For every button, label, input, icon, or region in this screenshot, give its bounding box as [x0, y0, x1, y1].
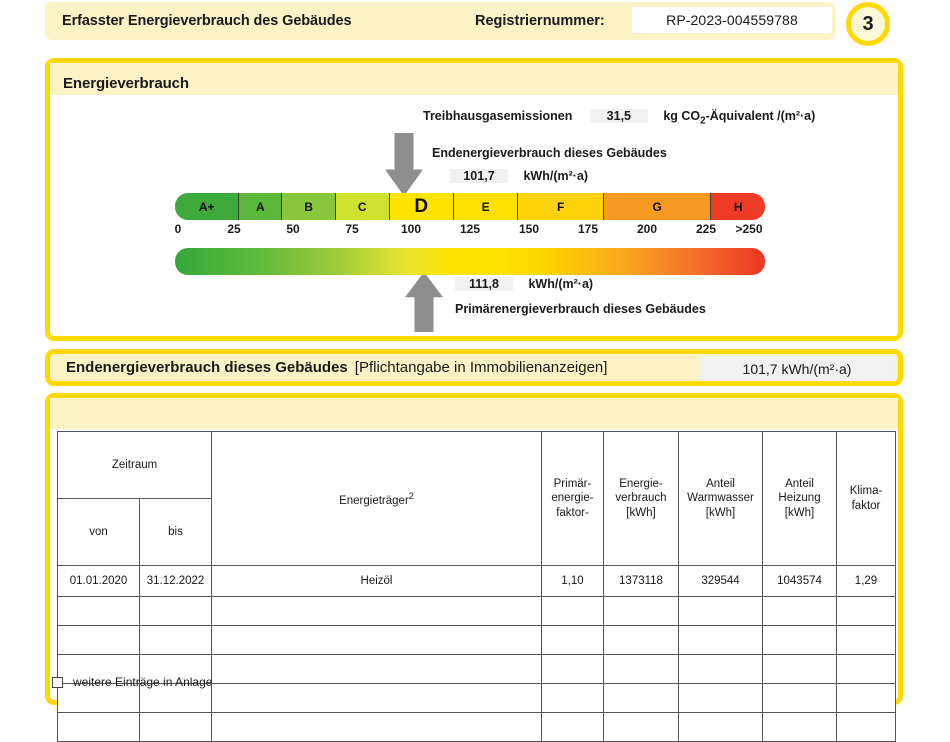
cell-energieverbrauch-empty	[604, 597, 679, 626]
primary-energy-label: Primärenergieverbrauch dieses Gebäudes	[455, 302, 706, 316]
page-number-value: 3	[862, 13, 874, 35]
primary-energy-value-row	[455, 277, 593, 291]
cell-bis-empty	[140, 597, 212, 626]
cell-anteil-heizung: 1043574	[763, 566, 837, 597]
th-anteil-warmwasser: Anteil Warmwasser [kWh]	[679, 432, 763, 566]
cell-anteil-warmwasser-empty	[679, 684, 763, 713]
energy-class-g: G	[604, 193, 711, 220]
cell-von-empty	[58, 626, 140, 655]
cell-klimafaktor-empty	[837, 597, 896, 626]
table-row[interactable]	[58, 566, 896, 597]
scale-tick-2: 50	[286, 222, 300, 236]
document-header-bar	[45, 2, 835, 40]
registration-number-value: RP-2023-004559788	[666, 12, 798, 28]
th-von: von	[58, 499, 140, 566]
cell-energietraeger-empty	[212, 597, 542, 626]
table-panel-header-tint	[50, 398, 898, 429]
th-energietraeger: Energieträger$^2$	[212, 432, 542, 566]
cell-klimafaktor-empty	[837, 713, 896, 742]
energy-class-c: C	[336, 193, 390, 220]
page-title: Erfasster Energieverbrauch des Gebäudes	[62, 13, 352, 29]
cell-energieverbrauch-empty	[604, 684, 679, 713]
energy-class-h: H	[711, 193, 765, 220]
cell-klimafaktor: 1,29	[837, 566, 896, 597]
cell-bis: 31.12.2022	[140, 566, 212, 597]
energy-class-a: A	[239, 193, 282, 220]
energy-class-f: F	[518, 193, 604, 220]
th-zeitraum: Zeitraum	[58, 432, 212, 499]
cell-anteil-warmwasser-empty	[679, 655, 763, 684]
cell-anteil-heizung-empty	[763, 713, 837, 742]
scale-tick-0: 0	[174, 222, 182, 236]
scale-tick-4: 100	[400, 222, 422, 236]
table-row-empty[interactable]	[58, 626, 896, 655]
cell-bis-empty	[140, 713, 212, 742]
table-row-empty[interactable]	[58, 713, 896, 742]
scale-tick-10: >250	[735, 222, 763, 236]
energy-consumption-heading: Energieverbrauch	[63, 75, 189, 92]
cell-energietraeger-empty	[212, 655, 542, 684]
page-number-badge	[846, 2, 890, 46]
cell-anteil-warmwasser-empty	[679, 597, 763, 626]
cell-energietraeger-empty	[212, 626, 542, 655]
cell-energieverbrauch-empty	[604, 655, 679, 684]
cell-anteil-warmwasser-empty	[679, 713, 763, 742]
th-primaerenergiefaktor: Primär- energie- faktor-	[542, 432, 604, 566]
disclosure-normal-text: [Pflichtangabe in Immobilienanzeigen]	[354, 359, 608, 376]
cell-anteil-heizung-empty	[763, 684, 837, 713]
energy-scale-tick-labels	[175, 222, 765, 238]
cell-primaerenergiefaktor-empty	[542, 684, 604, 713]
cell-anteil-warmwasser: 329544	[679, 566, 763, 597]
greenhouse-emissions-row	[423, 109, 815, 127]
cell-primaerenergiefaktor-empty	[542, 626, 604, 655]
scale-tick-9: 225	[695, 222, 717, 236]
cell-anteil-heizung-empty	[763, 597, 837, 626]
energy-class-b: B	[282, 193, 336, 220]
primary-energy-unit: kWh/(m²·a)	[528, 277, 594, 291]
scale-tick-8: 200	[636, 222, 658, 236]
greenhouse-emissions-value: 31,5	[590, 109, 648, 123]
table-head	[58, 432, 896, 566]
cell-primaerenergiefaktor-empty	[542, 655, 604, 684]
consumption-record-panel	[45, 393, 903, 705]
energy-class-scale	[175, 193, 765, 220]
final-energy-value-row	[450, 169, 588, 183]
cell-anteil-heizung-empty	[763, 655, 837, 684]
th-energieverbrauch: Energie- verbrauch [kWh]	[604, 432, 679, 566]
further-entries-label: weitere Einträge in Anlage	[73, 675, 213, 689]
th-anteil-heizung: Anteil Heizung [kWh]	[763, 432, 837, 566]
cell-klimafaktor-empty	[837, 655, 896, 684]
disclosure-value-field	[699, 356, 895, 381]
cell-klimafaktor-empty	[837, 626, 896, 655]
greenhouse-emissions-label: Treibhausgasemissionen	[423, 109, 573, 123]
cell-energietraeger-empty	[212, 713, 542, 742]
disclosure-strong-text: Endenergieverbrauch dieses Gebäudes	[66, 359, 348, 376]
energy-class-aplus: A+	[175, 193, 239, 220]
primary-energy-value: 111,8	[455, 277, 513, 291]
cell-anteil-heizung-empty	[763, 626, 837, 655]
scale-tick-1: 25	[227, 222, 241, 236]
consumption-table	[57, 431, 896, 742]
cell-energieverbrauch-empty	[604, 626, 679, 655]
scale-tick-5: 125	[459, 222, 481, 236]
th-bis: bis	[140, 499, 212, 566]
disclosure-value: 101,7 kWh/(m²·a)	[742, 360, 852, 377]
further-entries-row[interactable]	[52, 675, 212, 689]
primary-energy-gradient-bar	[175, 248, 765, 275]
table-header-row-top	[58, 432, 896, 499]
cell-von: 01.01.2020	[58, 566, 140, 597]
cell-von-empty	[58, 597, 140, 626]
th-klimafaktor: Klima- faktor	[837, 432, 896, 566]
cell-energietraeger: Heizöl	[212, 566, 542, 597]
cell-energieverbrauch: 1373118	[604, 566, 679, 597]
cell-klimafaktor-empty	[837, 684, 896, 713]
energy-class-d: D	[390, 193, 454, 220]
further-entries-checkbox[interactable]	[52, 677, 63, 688]
scale-tick-6: 150	[518, 222, 540, 236]
cell-von-empty	[58, 713, 140, 742]
table-body	[58, 566, 896, 742]
registration-number-field	[632, 7, 832, 33]
cell-energieverbrauch-empty	[604, 713, 679, 742]
cell-bis-empty	[140, 626, 212, 655]
cell-energietraeger-empty	[212, 684, 542, 713]
mandatory-disclosure-bar	[45, 349, 903, 386]
cell-primaerenergiefaktor-empty	[542, 713, 604, 742]
scale-tick-7: 175	[577, 222, 599, 236]
greenhouse-emissions-unit: kg $CO_2$-Äquivalent /(m²·a)	[663, 109, 816, 127]
cell-primaerenergiefaktor: 1,10	[542, 566, 604, 597]
energy-class-e: E	[454, 193, 518, 220]
final-energy-unit: kWh/(m²·a)	[523, 169, 589, 183]
registration-number-label: Registriernummer:	[475, 13, 605, 29]
cell-anteil-warmwasser-empty	[679, 626, 763, 655]
table-row-empty[interactable]	[58, 597, 896, 626]
final-energy-label: Endenergieverbrauch dieses Gebäudes	[432, 146, 667, 160]
cell-primaerenergiefaktor-empty	[542, 597, 604, 626]
final-energy-value: 101,7	[450, 169, 508, 183]
scale-tick-3: 75	[345, 222, 359, 236]
